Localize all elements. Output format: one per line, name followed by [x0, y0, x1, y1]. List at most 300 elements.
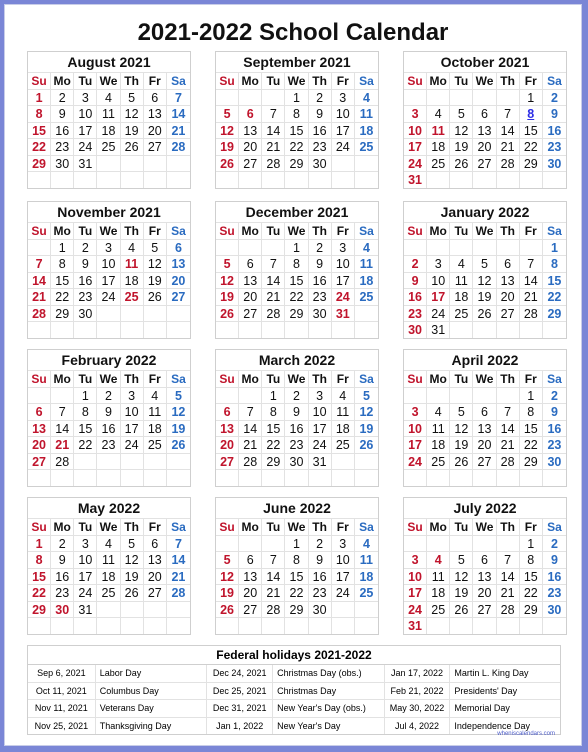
- weekday-header: Fr: [520, 72, 543, 89]
- weekday-header: We: [285, 222, 308, 239]
- day-cell: 13: [239, 272, 262, 289]
- day-cell: 15: [520, 122, 543, 139]
- day-cell: 19: [216, 584, 239, 601]
- day-cell: 12: [450, 420, 473, 437]
- day-cell: 15: [51, 272, 74, 289]
- empty-cell: [497, 89, 520, 106]
- day-cell: 4: [450, 255, 473, 272]
- weekday-header: Mo: [427, 222, 450, 239]
- weekday-header: Th: [309, 72, 332, 89]
- weekday-header: Th: [497, 222, 520, 239]
- day-cell: 17: [121, 420, 144, 437]
- empty-cell: [543, 617, 566, 634]
- day-cell: 25: [427, 453, 450, 470]
- day-cell: 9: [74, 255, 97, 272]
- empty-cell: [144, 469, 167, 486]
- day-cell: 29: [28, 601, 51, 618]
- day-cell: 14: [51, 420, 74, 437]
- empty-cell: [450, 321, 473, 338]
- weekday-header: Mo: [51, 222, 74, 239]
- day-cell: 21: [167, 568, 190, 585]
- month-may-2022: [27, 497, 191, 635]
- day-cell: 30: [309, 305, 332, 322]
- month-grid: [404, 370, 566, 486]
- day-cell: 7: [167, 535, 190, 552]
- empty-cell: [355, 617, 378, 634]
- empty-cell: [285, 171, 308, 188]
- day-cell: 29: [262, 453, 285, 470]
- day-cell: 4: [427, 105, 450, 122]
- month-name: February 2022: [61, 352, 157, 368]
- day-cell: 12: [216, 272, 239, 289]
- day-cell: 12: [473, 272, 496, 289]
- empty-cell: [216, 321, 239, 338]
- day-cell: 28: [262, 155, 285, 172]
- weekday-header: Sa: [167, 72, 190, 89]
- day-cell: 27: [144, 584, 167, 601]
- day-cell: 26: [121, 138, 144, 155]
- day-cell: 16: [543, 568, 566, 585]
- day-cell: 6: [239, 105, 262, 122]
- day-cell: 18: [427, 436, 450, 453]
- holidays-table: [27, 645, 561, 735]
- weekday-header: We: [473, 370, 496, 387]
- day-cell: 1: [520, 387, 543, 404]
- weekday-header: Th: [121, 72, 144, 89]
- day-cell: 8: [285, 105, 308, 122]
- weekday-header: Su: [216, 518, 239, 535]
- day-cell: 16: [74, 272, 97, 289]
- day-cell: 5: [216, 255, 239, 272]
- weekday-header: Mo: [427, 518, 450, 535]
- day-cell: 10: [121, 403, 144, 420]
- empty-cell: [332, 601, 355, 618]
- day-cell: 22: [262, 436, 285, 453]
- day-cell: 9: [309, 105, 332, 122]
- day-cell: 13: [216, 420, 239, 437]
- weekday-header: Fr: [332, 72, 355, 89]
- empty-cell: [239, 469, 262, 486]
- day-cell: 9: [97, 403, 120, 420]
- day-cell: 8: [28, 551, 51, 568]
- day-cell: 29: [520, 601, 543, 618]
- day-cell: 2: [543, 89, 566, 106]
- day-cell: 22: [520, 138, 543, 155]
- day-cell: 3: [427, 255, 450, 272]
- day-cell: 18: [332, 420, 355, 437]
- day-cell: 14: [497, 420, 520, 437]
- day-cell: 9: [404, 272, 427, 289]
- day-cell: 4: [355, 89, 378, 106]
- empty-cell: [167, 171, 190, 188]
- day-cell: 2: [543, 535, 566, 552]
- day-cell: 14: [262, 272, 285, 289]
- empty-cell: [97, 171, 120, 188]
- empty-cell: [167, 453, 190, 470]
- day-cell: 18: [355, 272, 378, 289]
- day-cell: 16: [309, 568, 332, 585]
- day-cell: 11: [97, 105, 120, 122]
- day-cell: 20: [28, 436, 51, 453]
- day-cell: 11: [355, 551, 378, 568]
- empty-cell: [473, 617, 496, 634]
- day-cell: 5: [473, 255, 496, 272]
- holiday-date: Nov 25, 2021: [28, 718, 96, 735]
- day-cell: 6: [473, 551, 496, 568]
- day-cell: 4: [97, 89, 120, 106]
- day-cell: 5: [167, 387, 190, 404]
- day-cell: 6: [239, 551, 262, 568]
- day-cell: 11: [427, 420, 450, 437]
- day-cell: 30: [74, 305, 97, 322]
- day-cell: 2: [51, 89, 74, 106]
- day-cell: 17: [74, 122, 97, 139]
- holiday-row: [28, 700, 560, 718]
- empty-cell: [167, 601, 190, 618]
- empty-cell: [473, 469, 496, 486]
- day-cell: 27: [239, 601, 262, 618]
- day-cell: 8: [285, 551, 308, 568]
- weekday-header: We: [285, 370, 308, 387]
- empty-cell: [167, 321, 190, 338]
- day-cell: 21: [51, 436, 74, 453]
- empty-cell: [144, 453, 167, 470]
- weekday-header: Sa: [167, 222, 190, 239]
- empty-cell: [497, 535, 520, 552]
- empty-cell: [404, 535, 427, 552]
- day-cell: 4: [97, 535, 120, 552]
- day-cell: 27: [473, 453, 496, 470]
- month-grid: [28, 72, 190, 188]
- day-cell: 15: [520, 568, 543, 585]
- day-cell: 10: [74, 105, 97, 122]
- empty-cell: [262, 535, 285, 552]
- empty-cell: [497, 321, 520, 338]
- day-cell: 1: [28, 89, 51, 106]
- weekday-header: Su: [28, 370, 51, 387]
- day-cell: 15: [28, 122, 51, 139]
- empty-cell: [74, 171, 97, 188]
- month-june-2022: [215, 497, 379, 635]
- day-cell: 20: [497, 288, 520, 305]
- day-cell: 10: [74, 551, 97, 568]
- holiday-name: Martin L. King Day: [454, 668, 529, 678]
- weekday-header: Mo: [51, 518, 74, 535]
- day-cell: 24: [74, 584, 97, 601]
- day-cell: 4: [355, 239, 378, 256]
- month-grid: [404, 518, 566, 634]
- weekday-header: Mo: [51, 72, 74, 89]
- empty-cell: [450, 469, 473, 486]
- day-cell: 28: [497, 155, 520, 172]
- empty-cell: [239, 171, 262, 188]
- day-cell: 12: [121, 551, 144, 568]
- day-cell: 27: [473, 155, 496, 172]
- day-cell: 8: [262, 403, 285, 420]
- day-cell: 7: [497, 551, 520, 568]
- day-cell: 31: [332, 305, 355, 322]
- day-cell: 16: [543, 420, 566, 437]
- day-cell: 9: [543, 105, 566, 122]
- day-cell: 3: [404, 403, 427, 420]
- day-cell: 19: [216, 138, 239, 155]
- holiday-date: Dec 25, 2021: [207, 683, 273, 700]
- day-cell: 24: [332, 584, 355, 601]
- day-cell: 8: [74, 403, 97, 420]
- empty-cell: [167, 469, 190, 486]
- month-name: November 2021: [57, 204, 161, 220]
- day-cell: 18: [450, 288, 473, 305]
- day-cell: 5: [450, 403, 473, 420]
- day-cell: 20: [473, 138, 496, 155]
- holiday-date: Dec 24, 2021: [207, 665, 273, 682]
- day-cell: 12: [450, 568, 473, 585]
- day-cell: 18: [355, 122, 378, 139]
- day-cell: 1: [51, 239, 74, 256]
- day-cell: 20: [239, 584, 262, 601]
- weekday-header: Sa: [543, 222, 566, 239]
- day-cell: 15: [74, 420, 97, 437]
- empty-cell: [355, 453, 378, 470]
- empty-cell: [262, 321, 285, 338]
- empty-cell: [285, 321, 308, 338]
- day-cell: 11: [121, 255, 144, 272]
- day-cell: 6: [239, 255, 262, 272]
- day-cell: 6: [473, 105, 496, 122]
- day-cell: 11: [427, 568, 450, 585]
- day-cell: 19: [167, 420, 190, 437]
- month-name: August 2021: [67, 54, 151, 70]
- day-cell: 26: [450, 453, 473, 470]
- day-cell: 23: [51, 138, 74, 155]
- day-cell: 25: [355, 138, 378, 155]
- day-cell: 16: [51, 122, 74, 139]
- holiday-date: Dec 31, 2021: [207, 700, 273, 717]
- month-grid: [404, 72, 566, 188]
- day-cell: 7: [497, 105, 520, 122]
- day-cell: 5: [121, 89, 144, 106]
- day-cell: 6: [144, 535, 167, 552]
- day-cell: 3: [404, 105, 427, 122]
- month-name: June 2022: [263, 500, 331, 516]
- holiday-date: Sep 6, 2021: [28, 665, 96, 682]
- day-cell: 27: [216, 453, 239, 470]
- weekday-header: Th: [497, 72, 520, 89]
- weekday-header: Fr: [332, 370, 355, 387]
- weekday-header: We: [97, 370, 120, 387]
- empty-cell: [28, 321, 51, 338]
- day-cell: 29: [51, 305, 74, 322]
- day-cell: 1: [520, 89, 543, 106]
- day-cell: 16: [51, 568, 74, 585]
- empty-cell: [520, 321, 543, 338]
- day-cell: 8: [51, 255, 74, 272]
- month-august-2021: [27, 51, 191, 189]
- day-cell: 20: [473, 436, 496, 453]
- day-cell: 6: [144, 89, 167, 106]
- day-cell: 28: [28, 305, 51, 322]
- month-name: October 2021: [440, 54, 530, 70]
- empty-cell: [239, 617, 262, 634]
- empty-cell: [97, 305, 120, 322]
- weekday-header: Sa: [355, 518, 378, 535]
- day-cell: 16: [285, 420, 308, 437]
- day-cell: 27: [239, 155, 262, 172]
- weekday-header: Tu: [262, 222, 285, 239]
- empty-cell: [332, 155, 355, 172]
- weekday-header: Th: [309, 222, 332, 239]
- brand-watermark: wheniscalendars.com: [497, 731, 555, 737]
- day-cell: 2: [97, 387, 120, 404]
- weekday-header: Th: [121, 370, 144, 387]
- day-cell: 10: [309, 403, 332, 420]
- day-cell: 24: [97, 288, 120, 305]
- day-cell: 25: [97, 584, 120, 601]
- empty-cell: [216, 535, 239, 552]
- day-cell: 14: [167, 105, 190, 122]
- day-cell: 15: [520, 420, 543, 437]
- day-cell: 13: [167, 255, 190, 272]
- day-cell: 23: [309, 584, 332, 601]
- day-cell: 24: [74, 138, 97, 155]
- day-cell: 24: [309, 436, 332, 453]
- day-cell: 2: [309, 239, 332, 256]
- day-cell: 27: [28, 453, 51, 470]
- day-cell: 13: [473, 568, 496, 585]
- day-cell: 24: [121, 436, 144, 453]
- day-cell: 8: [520, 403, 543, 420]
- day-cell: 20: [216, 436, 239, 453]
- weekday-header: Tu: [450, 370, 473, 387]
- empty-cell: [144, 305, 167, 322]
- day-cell: 1: [285, 239, 308, 256]
- day-cell: 12: [167, 403, 190, 420]
- day-cell: 15: [285, 272, 308, 289]
- day-cell: 8: [285, 255, 308, 272]
- month-name: July 2022: [453, 500, 517, 516]
- day-cell: 22: [285, 288, 308, 305]
- day-cell: 22: [543, 288, 566, 305]
- empty-cell: [262, 239, 285, 256]
- month-name: April 2022: [451, 352, 519, 368]
- empty-cell: [450, 239, 473, 256]
- empty-cell: [473, 171, 496, 188]
- empty-cell: [239, 387, 262, 404]
- empty-cell: [121, 469, 144, 486]
- day-cell: 21: [497, 436, 520, 453]
- day-cell: 21: [262, 288, 285, 305]
- day-cell: 26: [216, 601, 239, 618]
- empty-cell: [51, 321, 74, 338]
- empty-cell: [74, 617, 97, 634]
- day-cell: 13: [239, 568, 262, 585]
- day-cell: 26: [450, 601, 473, 618]
- day-cell: 30: [543, 155, 566, 172]
- day-cell: 10: [404, 568, 427, 585]
- day-cell: 22: [28, 138, 51, 155]
- day-cell: 26: [473, 305, 496, 322]
- weekday-header: We: [473, 72, 496, 89]
- day-cell: 7: [239, 403, 262, 420]
- day-cell: 28: [167, 584, 190, 601]
- empty-cell: [216, 239, 239, 256]
- empty-cell: [167, 305, 190, 322]
- empty-cell: [309, 171, 332, 188]
- holiday-name: Christmas Day (obs.): [273, 665, 385, 682]
- holiday-name: Veterans Day: [96, 700, 208, 717]
- day-cell: 7: [28, 255, 51, 272]
- month-july-2022: [403, 497, 567, 635]
- day-cell: 15: [285, 568, 308, 585]
- day-cell: 18: [355, 568, 378, 585]
- empty-cell: [427, 239, 450, 256]
- day-cell: 3: [332, 535, 355, 552]
- day-cell: 25: [121, 288, 144, 305]
- empty-cell: [121, 305, 144, 322]
- day-cell: 25: [355, 288, 378, 305]
- empty-cell: [239, 239, 262, 256]
- empty-cell: [332, 617, 355, 634]
- empty-cell: [450, 171, 473, 188]
- empty-cell: [543, 469, 566, 486]
- weekday-header: Fr: [144, 222, 167, 239]
- day-cell: 25: [427, 155, 450, 172]
- month-april-2022: [403, 349, 567, 487]
- day-cell: 19: [121, 568, 144, 585]
- day-cell: 19: [144, 272, 167, 289]
- day-cell: 27: [497, 305, 520, 322]
- weekday-header: Mo: [239, 518, 262, 535]
- day-cell: 7: [262, 255, 285, 272]
- weekday-header: Tu: [262, 72, 285, 89]
- day-cell: 24: [404, 453, 427, 470]
- day-cell: 25: [355, 584, 378, 601]
- weekday-header: Su: [404, 72, 427, 89]
- day-cell: 23: [543, 138, 566, 155]
- day-cell: 6: [28, 403, 51, 420]
- day-cell: 9: [309, 255, 332, 272]
- empty-cell: [497, 617, 520, 634]
- day-cell: 28: [497, 601, 520, 618]
- day-cell: 17: [404, 138, 427, 155]
- empty-cell: [28, 239, 51, 256]
- day-cell: 14: [262, 122, 285, 139]
- day-cell: 28: [262, 601, 285, 618]
- day-cell: 4: [355, 535, 378, 552]
- day-cell: 9: [543, 403, 566, 420]
- weekday-header: Su: [216, 370, 239, 387]
- month-grid: [404, 222, 566, 338]
- weekday-header: Su: [216, 222, 239, 239]
- empty-cell: [450, 535, 473, 552]
- day-cell: 21: [28, 288, 51, 305]
- day-cell: 28: [239, 453, 262, 470]
- day-cell: 12: [216, 122, 239, 139]
- day-cell: 1: [520, 535, 543, 552]
- day-cell: 13: [239, 122, 262, 139]
- day-cell: 22: [520, 436, 543, 453]
- day-cell: 25: [144, 436, 167, 453]
- month-name: May 2022: [77, 500, 141, 516]
- day-cell: 4: [427, 551, 450, 568]
- day-cell: 21: [497, 584, 520, 601]
- day-cell: 13: [473, 122, 496, 139]
- day-cell: 4: [332, 387, 355, 404]
- day-cell: 27: [167, 288, 190, 305]
- empty-cell: [97, 453, 120, 470]
- day-cell: 30: [285, 453, 308, 470]
- day-cell: 11: [97, 551, 120, 568]
